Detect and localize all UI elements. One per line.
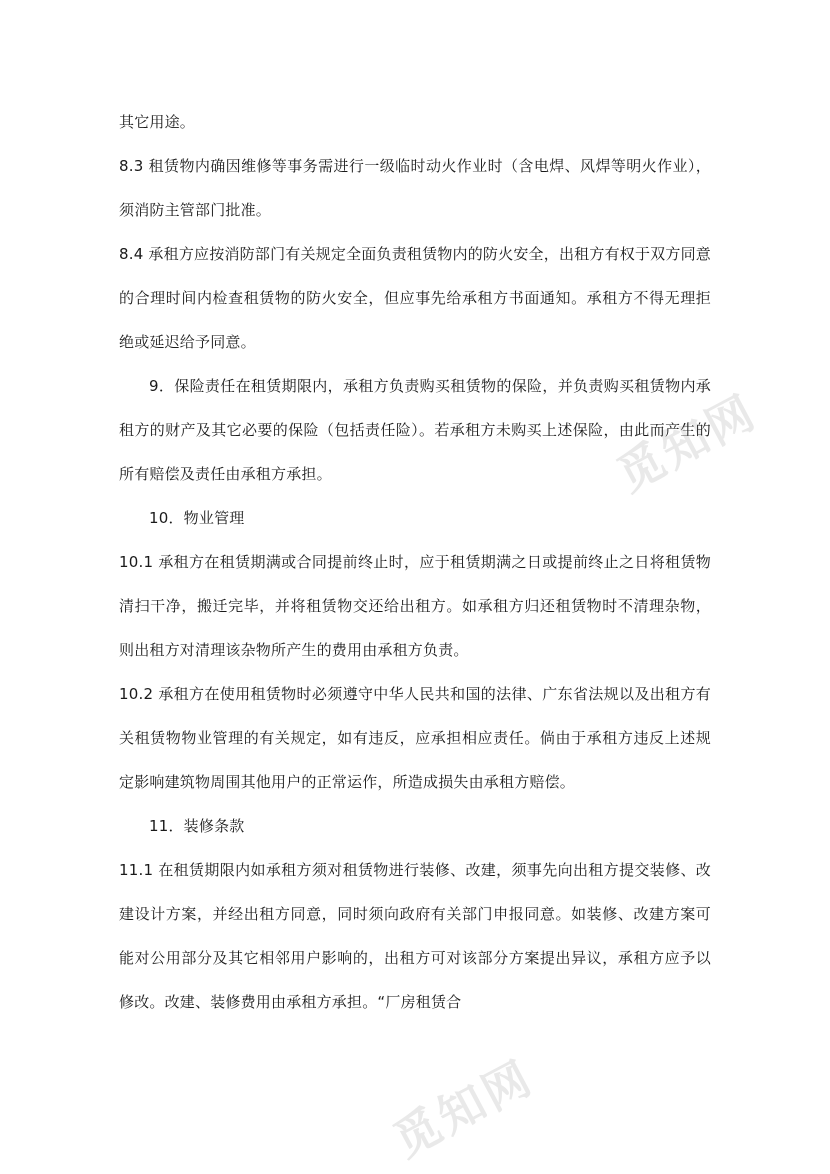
paragraph-continued-other-use: 其它用途。 <box>119 113 196 131</box>
paragraph-8-3: 8.3 租赁物内确因维修等事务需进行一级临时动火作业时（含电焊、风焊等明火作业），须消防主管部门批准。 <box>119 157 711 219</box>
watermark-top: 觅知网 <box>608 383 767 502</box>
paragraph-10-2: 10.2 承租方在使用租赁物时必须遵守中华人民共和国的法律、广东省法规以及出租方有关租赁物物业管理的有关规定，如有违反，应承担相应责任。倘由于承租方违反上述规定影响建筑物周围其他用户的正常运作，所造成损失由承租方赔偿。 <box>119 685 711 791</box>
paragraph-11-1: 11.1 在租赁期限内如承租方须对租赁物进行装修、改建，须事先向出租方提交装修、改建设计方案，并经出租方同意，同时须向政府有关部门申报同意。如装修、改建方案可能对公用部分及其它相邻用户影响的，出租方可对该部分方案提出异议，承租方应予以修改。改建、装修费用由承租方承担。“厂房租赁合 <box>119 861 711 1011</box>
paragraph-9-insurance: 9．保险责任在租赁期限内，承租方负责购买租赁物的保险，并负责购买租赁物内承租方的财产及其它必要的保险（包括责任险）。若承租方未购买上述保险，由此而产生的所有赔偿及责任由承租方承担。 <box>119 377 711 483</box>
heading-11-renovation-terms: 11．装修条款 <box>149 817 245 835</box>
document-body <box>119 100 711 1024</box>
paragraph-8-4: 8.4 承租方应按消防部门有关规定全面负责租赁物内的防火安全，出租方有权于双方同意的合理时间内检查租赁物的防火安全，但应事先给承租方书面通知。承租方不得无理拒绝或延迟给予同意。 <box>119 245 711 351</box>
paragraph-10-1: 10.1 承租方在租赁期满或合同提前终止时，应于租赁期满之日或提前终止之日将租赁物清扫干净，搬迁完毕，并将租赁物交还给出租方。如承租方归还租赁物时不清理杂物，则出租方对清理该杂物所产生的费用由承租方负责。 <box>119 553 711 659</box>
watermark-bottom: 觅知网 <box>384 1049 543 1168</box>
heading-10-property-management: 10．物业管理 <box>149 509 245 527</box>
